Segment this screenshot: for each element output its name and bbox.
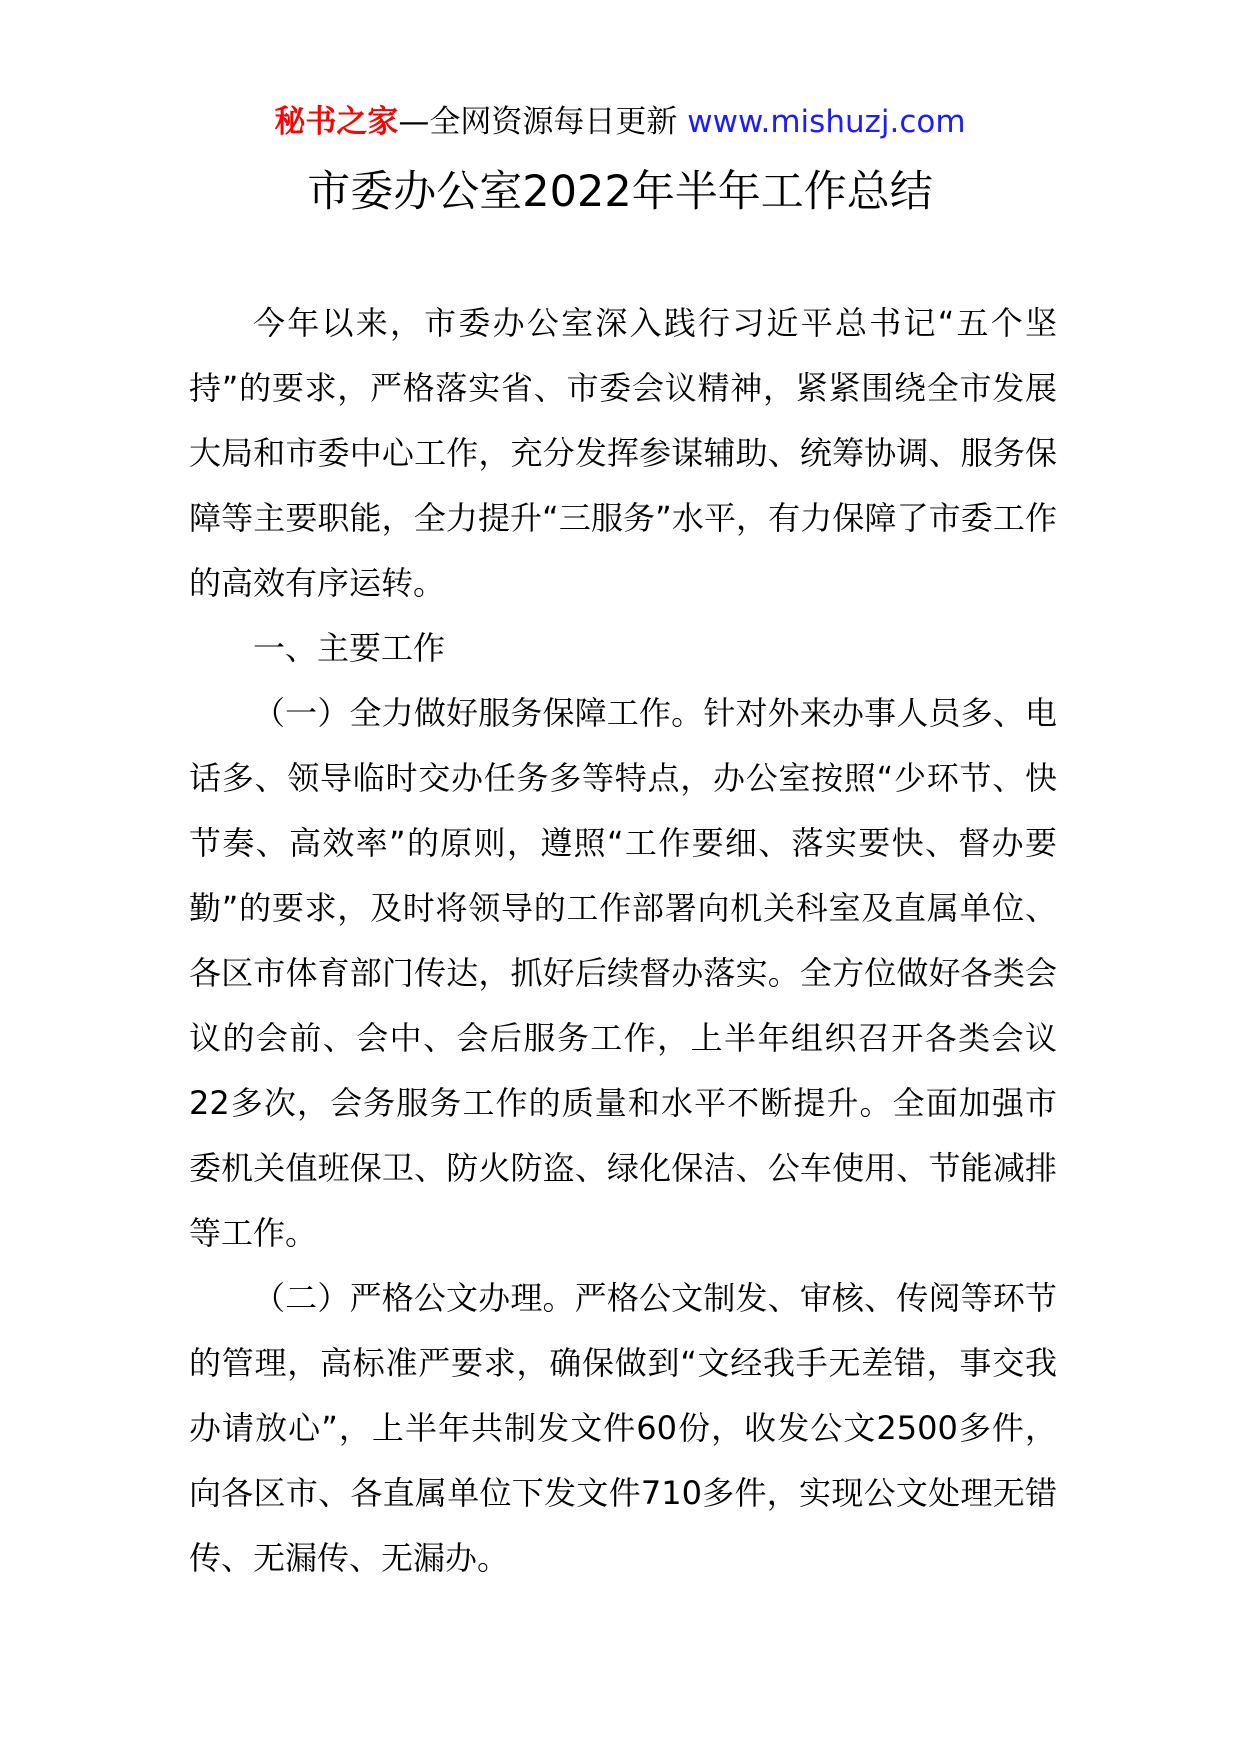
header-banner	[0, 100, 1240, 144]
paragraph-documents: （二）严格公文办理。严格公文制发、审核、传阅等环节的管理，高标准严要求，确保做到“文经我手无差错，事交我办请放心”，上半年共制发文件60份，收发公文2500多件，向各区市、各直属单位下发文件710多件，实现公文处理无错传、无漏传、无漏办。	[189, 1279, 1057, 1577]
paragraph-service: （一）全力做好服务保障工作。针对外来办事人员多、电话多、领导临时交办任务多等特点，办公室按照“少环节、快节奏、高效率”的原则，遵照“工作要细、落实要快、督办要勤”的要求，及时将领导的工作部署向机关科室及直属单位、各区市体育部门传达，抓好后续督办落实。全方位做好各类会议的会前、会中、会后服务工作，上半年组织召开各类会议22多次，会务服务工作的质量和水平不断提升。全面加强市委机关值班保卫、防火防盗、绿化保洁、公车使用、节能减排等工作。	[189, 694, 1057, 1252]
document-title: 市委办公室2022年半年工作总结	[307, 167, 933, 217]
brand-url: www.mishuzj.com	[687, 104, 966, 140]
section-heading: 一、主要工作	[253, 629, 446, 667]
brand-tagline: —全网资源每日更新	[398, 104, 688, 140]
document-body	[189, 291, 1057, 1591]
paragraph-intro: 今年以来，市委办公室深入践行习近平总书记“五个坚持”的要求，严格落实省、市委会议精神，紧紧围绕全市发展大局和市委中心工作，充分发挥参谋辅助、统筹协调、服务保障等主要职能，全力提升“三服务”水平，有力保障了市委工作的高效有序运转。	[189, 304, 1057, 602]
brand-name: 秘书之家	[274, 104, 399, 140]
